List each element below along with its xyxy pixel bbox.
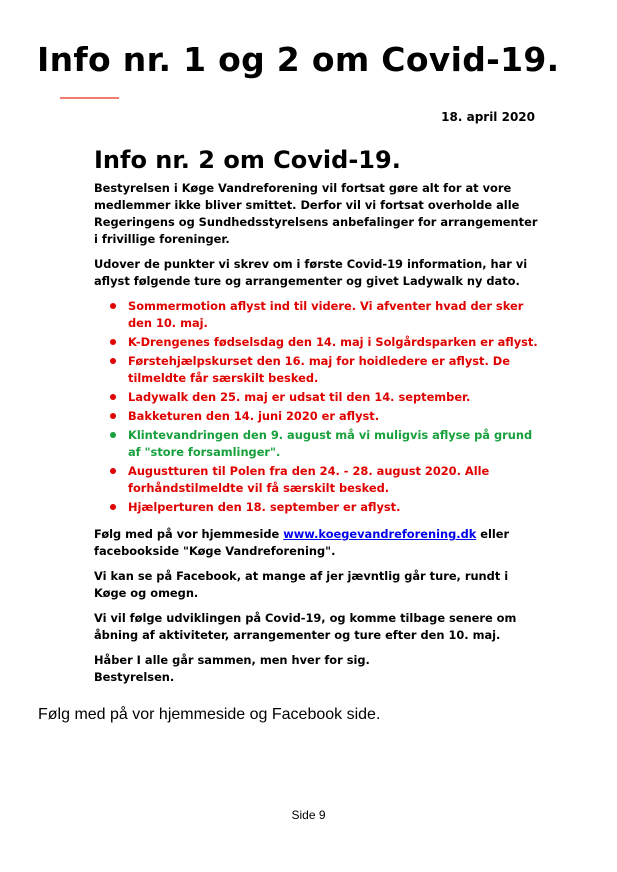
list-item-text: K-Drengenes fødselsdag den 14. maj i Solgårdsparken er aflyst. — [128, 335, 538, 349]
page-title: Info nr. 1 og 2 om Covid-19. — [37, 40, 560, 79]
title-underline-rule — [60, 97, 119, 99]
page-number: Side 9 — [291, 808, 326, 822]
list-item-text: Ladywalk den 25. maj er udsat til den 14. september. — [128, 390, 471, 404]
list-item-text: Klintevandringen den 9. august må vi muligvis aflyse på grund af "store forsamlinger". — [128, 428, 533, 459]
list-item-text: Augustturen til Polen fra den 24. - 28. august 2020. Alle forhåndstilmeldte vil få særskilt besked. — [128, 464, 490, 495]
update-paragraph: Vi vil følge udviklingen på Covid-19, og komme tilbage senere om åbning af aktiviteter, arrangementer og ture efter den 10. maj. — [94, 611, 517, 642]
closing-line: Håber I alle går sammen, men hver for sig. — [94, 653, 370, 667]
follow-suffix: eller facebookside "Køge Vandreforening". — [94, 527, 510, 558]
list-item-text: Førstehjælpskurset den 16. maj for hoidledere er aflyst. De tilmeldte får særskilt besked. — [128, 354, 510, 385]
list-item — [110, 408, 544, 425]
lead-paragraph: Udover de punkter vi skrev om i første Covid-19 information, har vi aflyst følgende ture og arrangementer og givet Ladywalk ny dato. — [94, 257, 528, 288]
list-item — [110, 353, 544, 387]
intro-paragraph: Bestyrelsen i Køge Vandreforening vil fortsat gøre alt for at vore medlemmer ikke bliver smittet. Derfor vil vi fortsat overholde alle Regeringens og Sundhedsstyrelsens anbefalinger for arrangementer i frivillige foreninger. — [94, 181, 538, 246]
bullet-dot-icon — [110, 432, 116, 438]
newsletter-content — [94, 146, 544, 696]
bullet-dot-icon — [110, 468, 116, 474]
list-item — [110, 334, 544, 351]
content-title: Info nr. 2 om Covid-19. — [94, 146, 401, 174]
follow-prefix: Følg med på vor hjemmeside — [94, 527, 284, 541]
footer-note: Følg med på vor hjemmeside og Facebook side. — [38, 706, 381, 723]
bullet-dot-icon — [110, 303, 116, 309]
website-link[interactable]: www.koegevandreforening.dk — [283, 527, 477, 541]
list-item — [110, 298, 544, 332]
closing-paragraph — [94, 652, 544, 686]
bullet-dot-icon — [110, 394, 116, 400]
list-item-text: Hjælperturen den 18. september er aflyst. — [128, 500, 401, 514]
list-item — [110, 389, 544, 406]
list-item — [110, 499, 544, 516]
facebook-paragraph: Vi kan se på Facebook, at mange af jer jævntlig går ture, rundt i Køge og omegn. — [94, 569, 509, 600]
bullet-dot-icon — [110, 339, 116, 345]
list-item — [110, 427, 544, 461]
signature-line: Bestyrelsen. — [94, 670, 175, 684]
follow-paragraph — [94, 526, 544, 560]
list-item — [110, 463, 544, 497]
bullet-dot-icon — [110, 413, 116, 419]
bullet-dot-icon — [110, 504, 116, 510]
list-item-text: Sommermotion aflyst ind til videre. Vi afventer hvad der sker den 10. maj. — [128, 299, 524, 330]
list-item-text: Bakketuren den 14. juni 2020 er aflyst. — [128, 409, 380, 423]
bullet-dot-icon — [110, 358, 116, 364]
cancellation-list — [94, 298, 544, 516]
date-label: 18. april 2020 — [441, 110, 535, 124]
